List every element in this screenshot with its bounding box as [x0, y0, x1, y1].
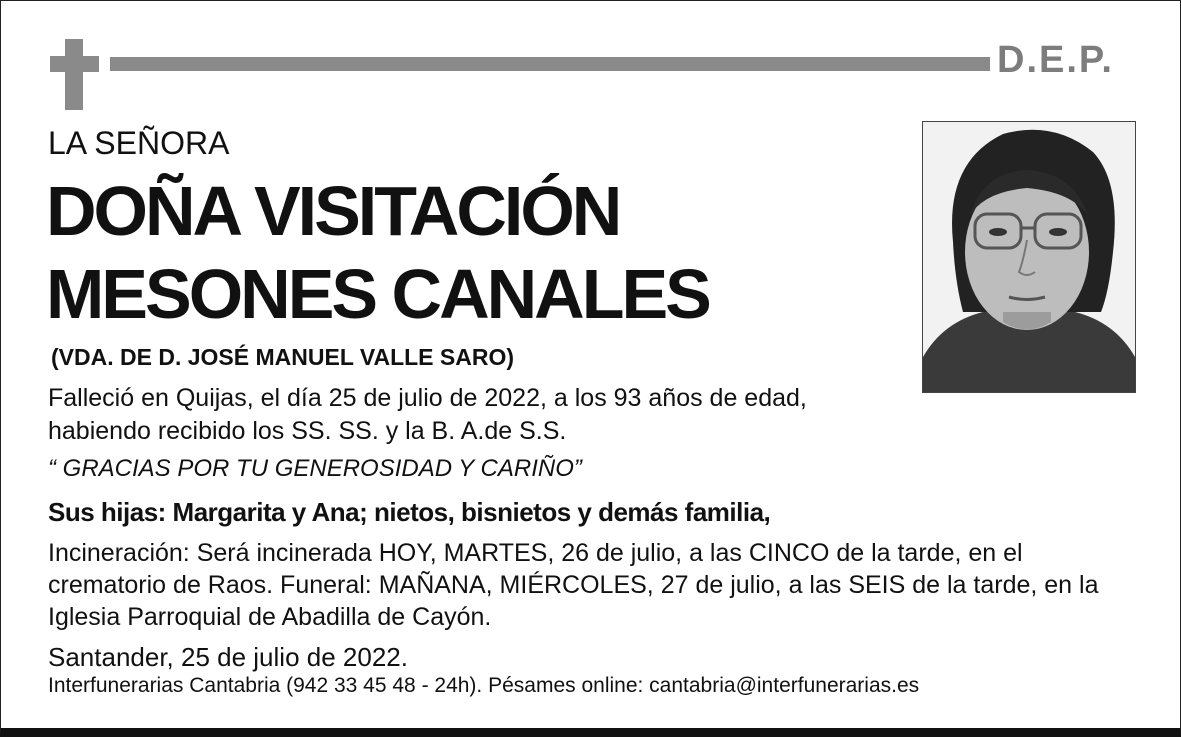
memorial-quote: “ GRACIAS POR TU GENEROSIDAD Y CARIÑO” — [48, 455, 582, 482]
service-info-line-1: Incineración: Será incinerada HOY, MARTES, 26 de julio, a las CINCO de la tarde, en el — [48, 539, 1023, 567]
service-info-line-2: crematorio de Raos. Funeral: MAÑANA, MIÉRCOLES, 27 de julio, a las SEIS de la tarde, en la — [48, 571, 1099, 599]
header-rule — [110, 57, 990, 71]
honorific: LA SEÑORA — [48, 125, 230, 161]
family-line: Sus hijas: Margarita y Ana; nietos, bisnietos y demás familia, — [48, 497, 771, 527]
cross-icon — [65, 39, 83, 110]
dep-label: D.E.P. — [997, 39, 1114, 81]
place-date: Santander, 25 de julio de 2022. — [48, 642, 408, 672]
deceased-name-line-1: DOÑA VISITACIÓN — [46, 172, 620, 250]
death-info-line-1: Falleció en Quijas, el día 25 de julio de 2022, a los 93 años de edad, — [48, 384, 807, 412]
cross-icon-bar — [50, 56, 99, 72]
deceased-photo — [922, 121, 1136, 393]
deceased-name-line-2: MESONES CANALES — [46, 255, 709, 333]
service-info-line-3: Iglesia Parroquial de Abadilla de Cayón. — [48, 603, 492, 631]
funeral-home-contact: Interfunerarias Cantabria (942 33 45 48 - 24h). Pésames online: cantabria@interfunerarias.es — [48, 674, 920, 697]
death-info-line-2: habiendo recibido los SS. SS. y la B. A.de S.S. — [48, 417, 567, 445]
widow-of: (VDA. DE D. JOSÉ MANUEL VALLE SARO) — [51, 344, 515, 370]
